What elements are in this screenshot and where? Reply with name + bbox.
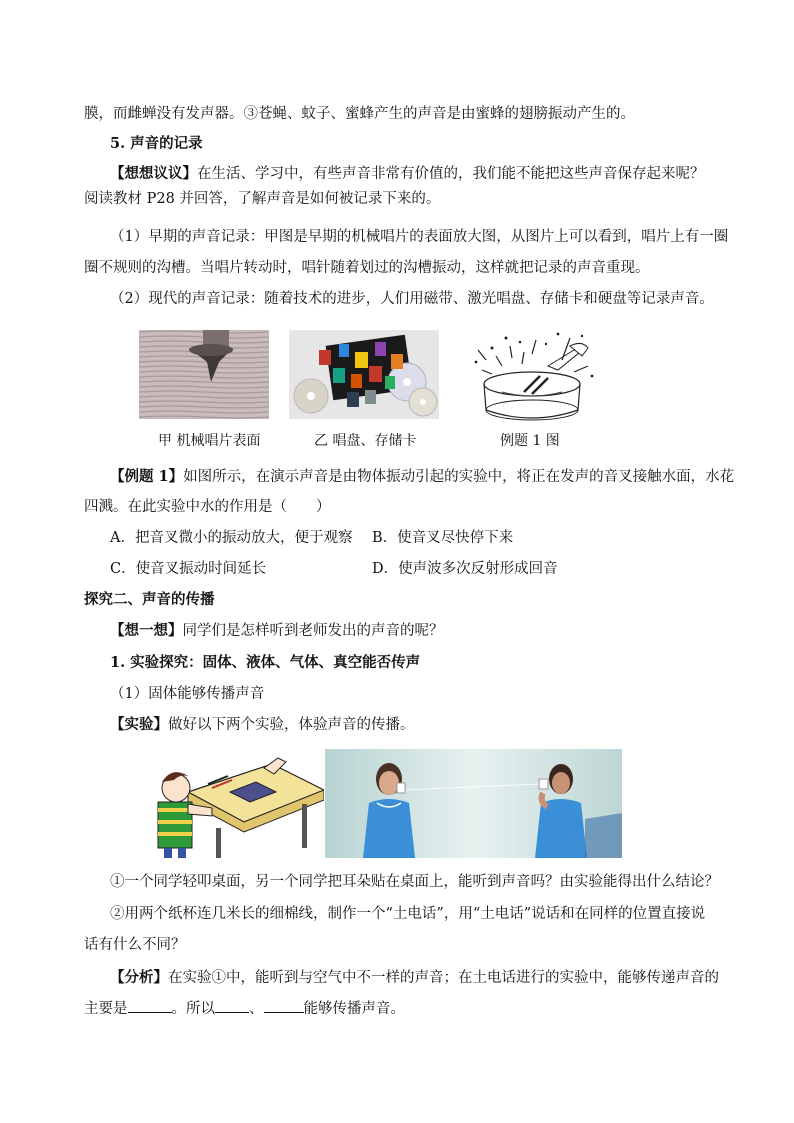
option-c: C．使音叉振动时间延长: [110, 561, 267, 577]
subsection-heading: 1. 实验探究：固体、液体、气体、真空能否传声: [110, 654, 421, 671]
record-surface-photo: [139, 330, 269, 419]
fill-text: 能够传播声音。: [303, 1001, 405, 1017]
fill-text: 。所以: [171, 1001, 215, 1017]
paragraph-line: （2）现代的声音记录：随着技术的进步，人们用磁带、激光唱盘、存储卡和硬盘等记录声音。: [110, 291, 714, 307]
tag-label: 【想想议议】: [110, 165, 197, 182]
option-a: A．把音叉微小的振动放大，便于观察: [110, 530, 353, 546]
question-1: ①一个同学轻叩桌面，另一个同学把耳朵贴在桌面上，能听到声音吗？由实验能得出什么结论？: [110, 874, 719, 890]
section-heading: 5. 声音的记录: [110, 135, 203, 152]
analysis-fill-line: [84, 998, 714, 1019]
figure-caption-jia: 甲 机械唱片表面: [158, 433, 261, 449]
desk-listening-illustration: [152, 748, 324, 858]
paragraph-text: 在生活、学习中，有些声音非常有价值的，我们能不能把这些声音保存起来呢？: [197, 166, 705, 182]
example-tag: 【例题 1】: [110, 468, 184, 485]
section-heading: 探究二、声音的传播: [84, 591, 215, 608]
think-discuss-paragraph: [110, 164, 740, 184]
think-paragraph: [110, 621, 740, 641]
paragraph-line: （1）早期的声音记录：甲图是早期的机械唱片的表面放大图，从图片上可以看到，唱片上有一圈: [110, 229, 729, 245]
paragraph-line: 膜，而雌蝉没有发声器。③苍蝇、蚊子、蜜蜂产生的声音是由蜜蜂的翅膀振动产生的。: [84, 106, 635, 122]
question-2-line-1: ②用两个纸杯连几米长的细棉线，制作一个“土电话”，用“土电话”说话和在同样的位置直接说: [110, 906, 706, 922]
paragraph-line: 阅读教材 P28 并回答，了解声音是如何被记录下来的。: [84, 191, 441, 207]
option-d: D．使声波多次反射形成回音: [372, 561, 558, 577]
option-b: B．使音叉尽快停下来: [372, 530, 514, 546]
tag-label: 【想一想】: [110, 622, 183, 639]
string-telephone-photo: [325, 749, 622, 858]
fill-text: 主要是: [84, 1001, 128, 1017]
paragraph-text: 做好以下两个实验，体验声音的传播。: [168, 717, 415, 733]
paragraph-line: 圈不规则的沟槽。当唱片转动时，唱针随着划过的沟槽振动，这样就把记录的声音重现。: [84, 260, 650, 276]
question-2-line-2: 话有什么不同？: [84, 937, 186, 953]
answer-blank-3[interactable]: [264, 998, 304, 1013]
tag-label: 【实验】: [110, 716, 168, 733]
experiment-paragraph: [110, 715, 740, 735]
answer-blank-1[interactable]: [128, 998, 172, 1013]
tuning-fork-water-illustration: [462, 326, 602, 422]
figure-caption-example: 例题 1 图: [500, 433, 560, 449]
paragraph-line: （1）固体能够传播声音: [110, 686, 265, 702]
tag-label: 【分析】: [110, 969, 168, 986]
paragraph-text: 同学们是怎样听到老师发出的声音的呢？: [182, 623, 444, 639]
example-paragraph: [110, 467, 740, 487]
paragraph-text: 如图所示，在演示声音是由物体振动引起的实验中，将正在发声的音叉接触水面，水花: [183, 469, 735, 485]
discs-memory-cards-photo: [289, 330, 439, 419]
answer-blank-2[interactable]: [215, 998, 249, 1013]
fill-text: 、: [249, 1001, 264, 1017]
figure-caption-yi: 乙 唱盘、存储卡: [314, 433, 417, 449]
analysis-paragraph: [110, 968, 740, 988]
paragraph-line: 四溅。在此实验中水的作用是（ ）: [84, 499, 331, 515]
paragraph-text: 在实验①中，能听到与空气中不一样的声音；在土电话进行的实验中，能够传递声音的: [168, 970, 719, 986]
